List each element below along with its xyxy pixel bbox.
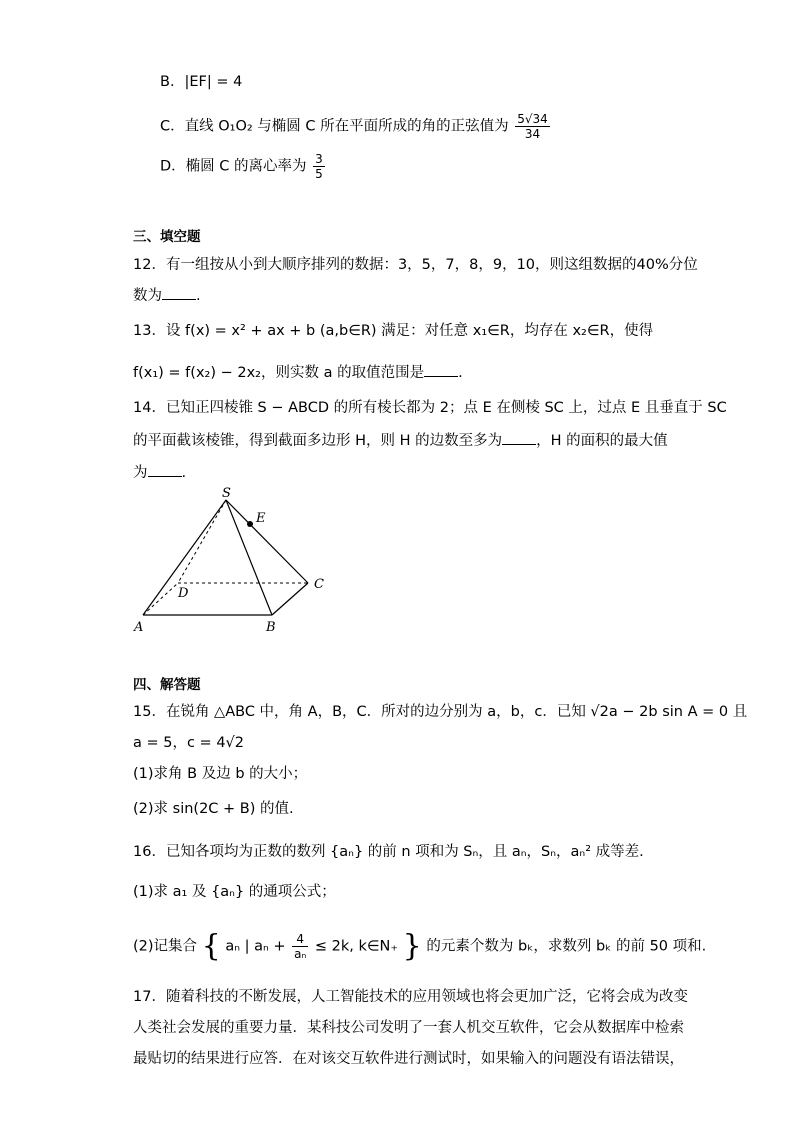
answer-blank (162, 285, 196, 300)
section-heading-solutions: 四、解答题 (133, 677, 201, 693)
q15-part1: (1)求角 B 及边 b 的大小； (133, 766, 308, 782)
q16-part2 (133, 928, 707, 964)
pyramid-figure (130, 485, 340, 635)
fraction-numerator: 4 (292, 932, 308, 947)
label-a: A (134, 620, 144, 635)
q12-line1: 12．有一组按从小到大顺序排列的数据：3，5，7，8，9，10，则这组数据的40%分位 (133, 257, 698, 273)
q14-line2 (133, 430, 668, 451)
q15-part2: (2)求 sin(2C + B) 的值. (133, 801, 294, 817)
label-b: B (266, 620, 276, 635)
fraction-numerator: 5√34 (517, 112, 548, 126)
edge-ad (143, 583, 178, 615)
q12-text: 数为 (133, 288, 162, 304)
q15-line1: 15．在锐角 △ABC 中，角 A，B，C．所对的边分别为 a，b，c．已知 √2a − 2b sin A = 0 且 (133, 704, 748, 720)
fraction-denominator: aₙ (294, 947, 307, 961)
fraction-denominator: 34 (524, 127, 541, 141)
q16-line1: 16．已知各项均为正数的数列 {aₙ} 的前 n 项和为 Sₙ，且 aₙ，Sₙ，aₙ² 成等差. (133, 844, 644, 860)
q16-fraction (292, 932, 308, 961)
label-s: S (222, 486, 231, 501)
fraction-denominator: 5 (315, 167, 323, 181)
q16-set-right: ≤ 2k, k∈N₊ (314, 938, 399, 955)
q17-line1: 17．随着科技的不断发展，人工智能技术的应用领域也将会更加广泛，它将会成为改变 (133, 989, 688, 1005)
answer-blank (148, 462, 182, 477)
q12-line2 (133, 285, 201, 306)
q14-text: 的平面截该棱锥，得到截面多边形 H，则 H 的边数至多为 (133, 433, 503, 449)
option-c-text: C．直线 O₁O₂ 与椭圆 C 所在平面所成的角的正弦值为 (160, 118, 509, 135)
q13-line2 (133, 362, 463, 383)
q12-period: . (196, 288, 201, 304)
option-d (160, 152, 327, 181)
right-brace-icon: } (402, 928, 422, 964)
q17-line2: 人类社会发展的重要力量．某科技公司发明了一套人机交互软件，它会从数据库中检索 (133, 1020, 684, 1036)
q13-line1: 13．设 f(x) = x² + ax + b (a,b∈R) 满足：对任意 x₁∈R，均存在 x₂∈R，使得 (133, 323, 654, 339)
answer-blank (424, 362, 458, 377)
edge-sd (178, 500, 226, 583)
q15-line2: a = 5，c = 4√2 (133, 735, 245, 751)
q16-part2-suffix: 的元素个数为 bₖ，求数列 bₖ 的前 50 项和. (426, 938, 707, 955)
option-d-fraction (313, 152, 325, 181)
q16-part2-prefix: (2)记集合 (133, 938, 198, 955)
edge-bc (272, 583, 308, 615)
q13-period: . (458, 365, 463, 381)
q14-line3 (133, 462, 186, 483)
answer-blank (502, 430, 536, 445)
option-c (160, 112, 552, 141)
q16-set-left: aₙ | aₙ + (225, 938, 286, 955)
edge-sc (226, 500, 308, 583)
q16-part1: (1)求 a₁ 及 {aₙ} 的通项公式； (133, 884, 336, 900)
q14-text-end: 为 (133, 465, 148, 481)
q14-text-mid: ，H 的面积的最大值 (536, 433, 668, 449)
q17-line3: 最贴切的结果进行应答．在对该交互软件进行测试时，如果输入的问题没有语法错误， (133, 1051, 684, 1067)
q13-text: f(x₁) = f(x₂) − 2x₂，则实数 a 的取值范围是 (133, 365, 425, 381)
label-c: C (314, 577, 324, 592)
option-b: B．|EF| = 4 (160, 74, 243, 90)
q14-period: . (181, 465, 187, 481)
left-brace-icon: { (201, 928, 221, 964)
label-e: E (256, 511, 266, 526)
option-d-text: D．椭圆 C 的离心率为 (160, 158, 307, 175)
fraction-numerator: 3 (315, 152, 323, 166)
section-heading-fill-in: 三、填空题 (133, 229, 201, 245)
option-c-fraction (515, 112, 550, 141)
point-e (247, 521, 253, 527)
label-d: D (178, 586, 189, 601)
q14-line1: 14．已知正四棱锥 S − ABCD 的所有棱长都为 2；点 E 在侧棱 SC 上，过点 E 且垂直于 SC (133, 400, 727, 416)
